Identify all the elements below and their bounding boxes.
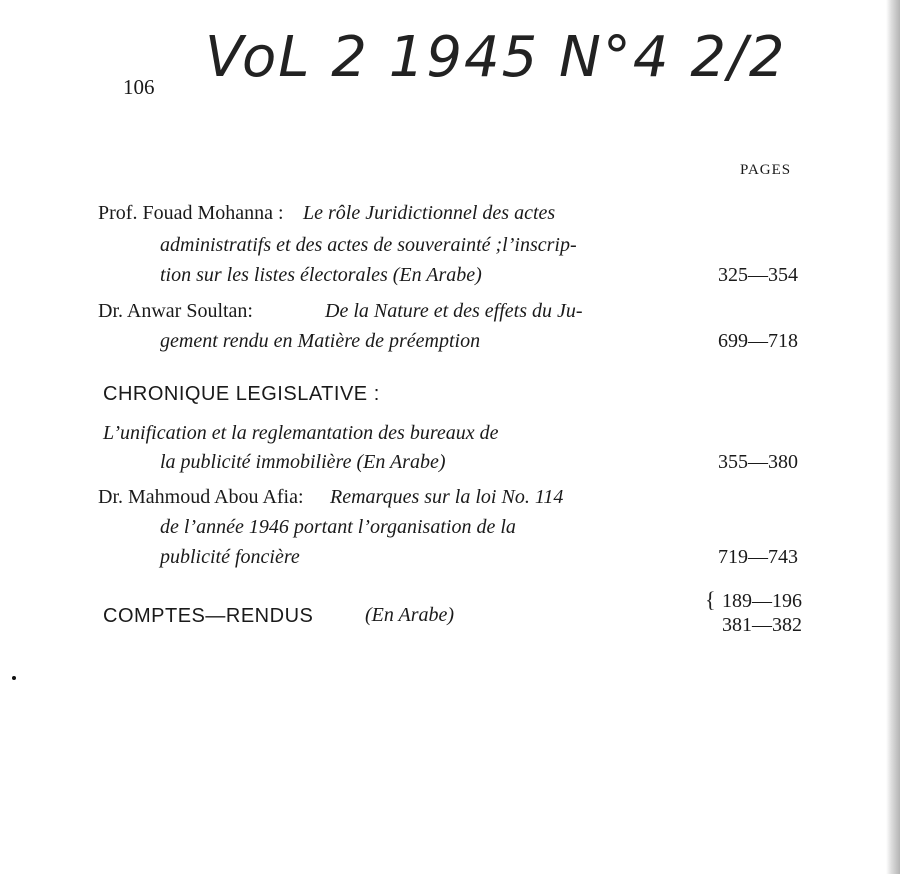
pages-column-header: PAGES [740,162,792,178]
entry-title-line: administratifs et des actes de souverainté ;l’inscrip- [160,234,577,256]
entry-pages: 189—196 [722,590,802,612]
entry-pages: 719—743 [718,546,798,568]
entry-title-line: L’unification et la reglemantation des bureaux de [103,422,499,444]
entry-title-line: la publicité immobilière (En Arabe) [160,451,446,473]
page-number: 106 [123,75,155,99]
entry-pages: 325—354 [718,264,798,286]
section-heading-chronique: CHRONIQUE LEGISLATIVE : [103,383,380,405]
section-heading-comptes: COMPTES—RENDUS [103,605,314,627]
handwritten-annotation: VoL 2 1945 N°4 2/2 [205,25,787,90]
entry-pages: 381—382 [722,614,802,636]
entry-title-line: Remarques sur la loi No. 114 [330,486,564,508]
entry-author: Dr. Mahmoud Abou Afia: [98,486,304,508]
entry-author: Dr. Anwar Soultan: [98,300,253,322]
entry-title-line: De la Nature et des effets du Ju- [325,300,583,322]
entry-title-line: Le rôle Juridictionnel des actes [303,202,556,224]
entry-title-line: (En Arabe) [365,604,455,626]
ink-speck [12,676,16,680]
entry-author: Prof. Fouad Mohanna : [98,202,284,224]
entry-title-line: tion sur les listes électorales (En Arabe) [160,264,482,286]
entry-pages: 699—718 [718,330,798,352]
entry-title-line: gement rendu en Matière de préemption [160,330,481,352]
entry-title-line: publicité foncière [160,546,300,568]
entry-title-line: de l’année 1946 portant l’organisation de la [160,516,516,538]
entry-pages: 355—380 [718,451,798,473]
brace-mark: { [705,587,716,612]
page-edge-shadow [886,0,900,874]
